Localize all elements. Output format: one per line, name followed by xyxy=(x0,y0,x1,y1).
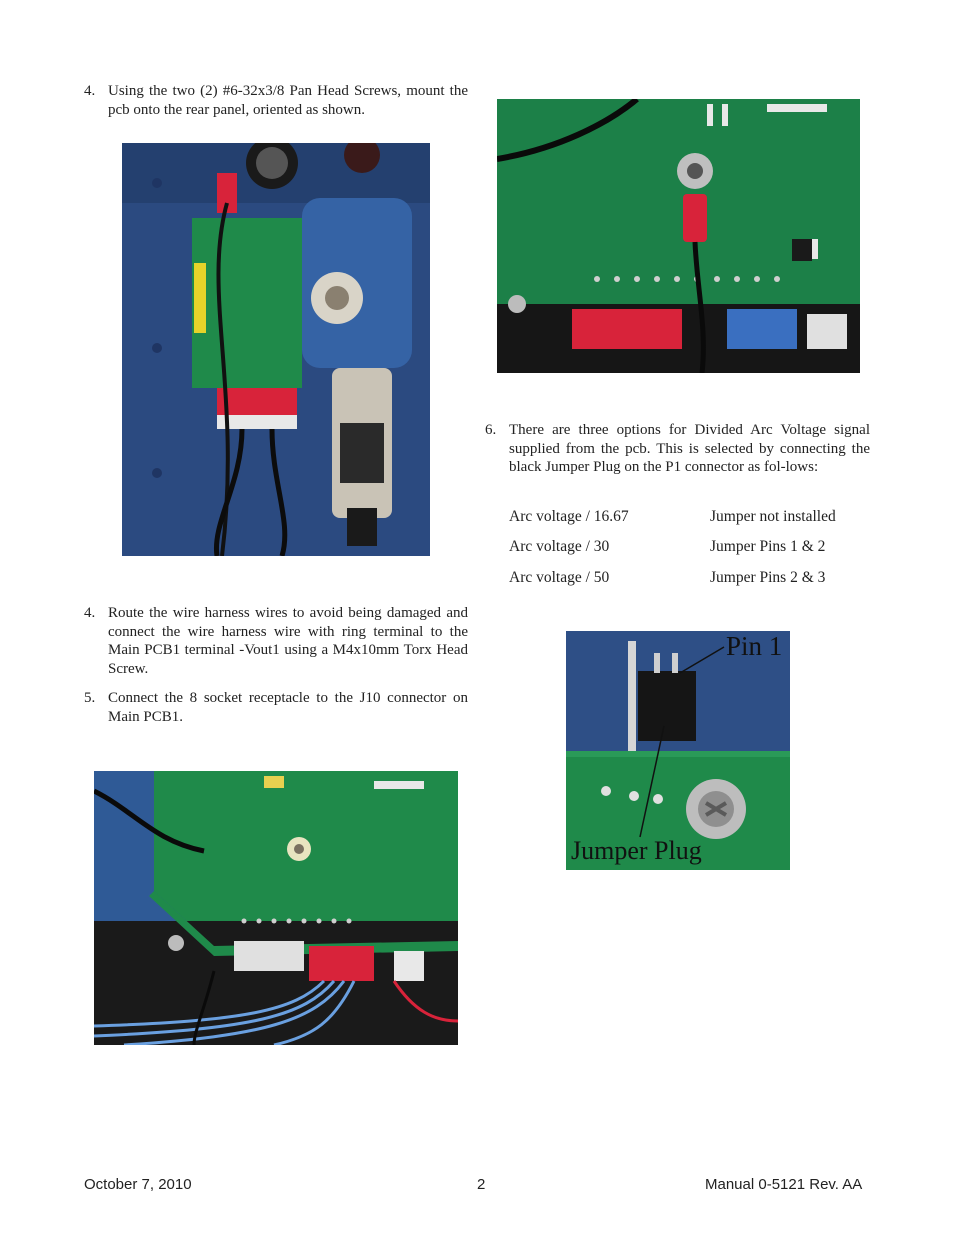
step-mount xyxy=(84,82,468,119)
step-text: Using the two (2) #6-32x3/8 Pan Head Screws, mount the pcb onto the rear panel, oriented as shown. xyxy=(108,83,468,118)
jumper-option-row xyxy=(509,537,869,557)
photo-pcb-mounted xyxy=(122,143,430,556)
step-number: 5. xyxy=(84,690,96,706)
step-number: 4. xyxy=(84,83,96,99)
step-text: Route the wire harness wires to avoid being damaged and connect the wire harness wire with ring terminal to the Main PCB1 terminal -Vout1 using a M4x10mm Torx Head Screw. xyxy=(108,605,468,677)
option-voltage: Arc voltage / 16.67 xyxy=(509,508,629,525)
step-number: 4. xyxy=(84,605,96,621)
step-text: There are three options for Divided Arc Voltage signal supplied from the pcb. This is selected by connecting the black Jumper Plug on the P1 connector as fol-lows: xyxy=(509,422,870,476)
jumper-option-row xyxy=(509,568,869,588)
step-route-wires xyxy=(84,604,468,678)
option-setting: Jumper not installed xyxy=(710,508,836,525)
footer-manual-number: Manual 0-5121 Rev. AA xyxy=(705,1176,863,1193)
option-voltage: Arc voltage / 30 xyxy=(509,538,610,555)
callout-jumper-plug: Jumper Plug xyxy=(571,836,702,865)
jumper-option-row xyxy=(509,507,869,527)
step-number: 6. xyxy=(485,422,497,438)
option-setting: Jumper Pins 1 & 2 xyxy=(710,538,826,555)
photo-jumper-plug xyxy=(566,631,790,870)
footer-page-number: 2 xyxy=(477,1176,486,1193)
option-voltage: Arc voltage / 50 xyxy=(509,569,610,586)
footer-date: October 7, 2010 xyxy=(84,1176,192,1193)
photo-j10-connector xyxy=(94,771,458,1045)
photo-vout1-terminal xyxy=(497,99,860,373)
option-setting: Jumper Pins 2 & 3 xyxy=(710,569,826,586)
step-connect-receptacle xyxy=(84,689,468,726)
callout-pin1: Pin 1 xyxy=(726,631,783,661)
step-options xyxy=(485,421,870,477)
step-text: Connect the 8 socket receptacle to the J10 connector on Main PCB1. xyxy=(108,690,468,725)
